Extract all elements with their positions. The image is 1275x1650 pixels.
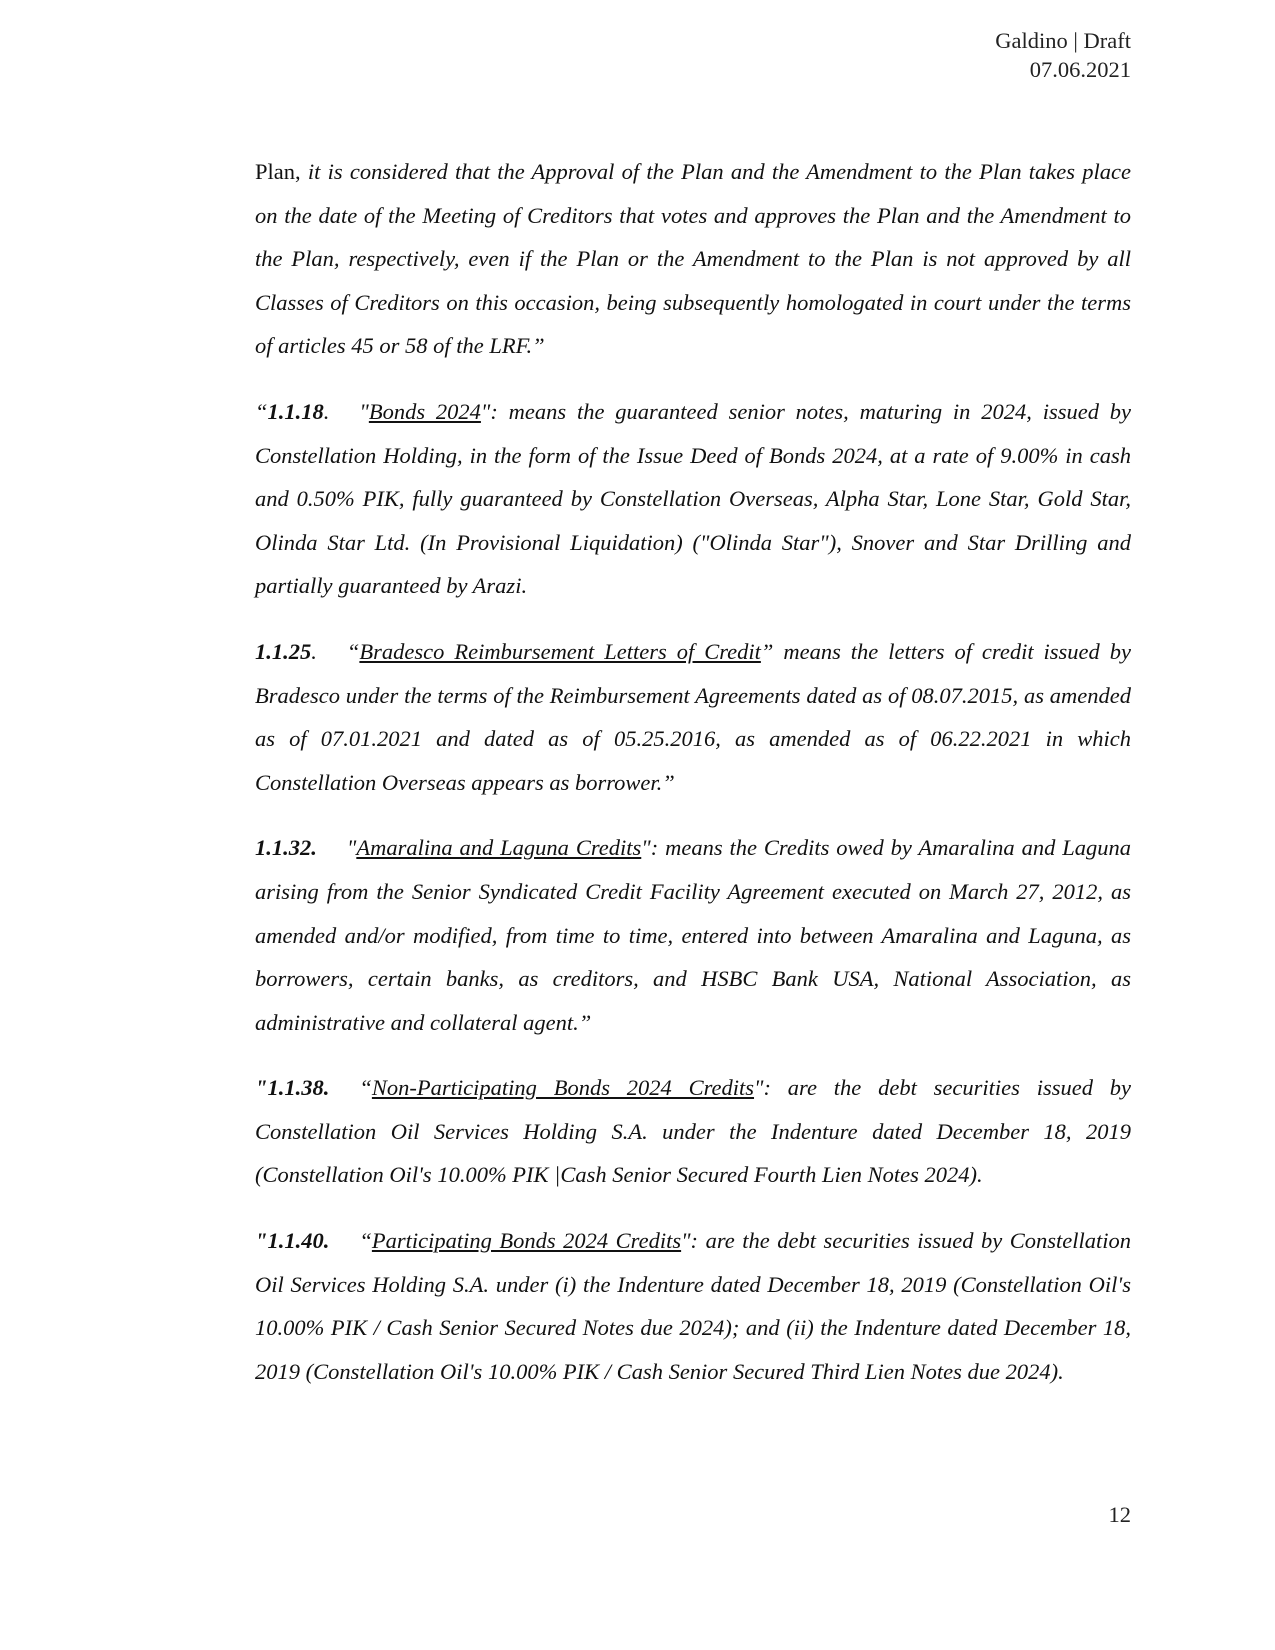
header-author-status: Galdino | Draft	[995, 28, 1131, 53]
clause-prefix: "	[255, 1075, 268, 1101]
clause-1-1-18	[255, 390, 1131, 608]
clause-term-open: “	[359, 1075, 372, 1101]
clause-number-suffix: .	[323, 398, 330, 424]
clause-text: ": means the guaranteed senior notes, maturing in 2024, issued by Constellation Holding, in the form of the Issue Deed of Bonds 2024, at a rate of 9.00% in cash and 0.50% PIK, fully guaranteed by Constellation Overseas, Alpha Star, Lone Star, Gold Star, Olinda Star Ltd. (In Provisional Liquidation) ("Olinda Star"), Snover and Star Drilling and partially guaranteed by Arazi.	[255, 398, 1132, 599]
clause-1-1-25	[255, 630, 1131, 804]
intro-paragraph	[255, 150, 1131, 368]
clause-1-1-32	[255, 826, 1131, 1044]
clause-defined-term: Non-Participating Bonds 2024 Credits	[371, 1075, 755, 1101]
clause-1-1-40	[255, 1219, 1131, 1393]
clause-prefix: "	[255, 1228, 268, 1254]
clause-number: 1.1.18	[267, 398, 324, 424]
document-header	[995, 26, 1131, 84]
clause-defined-term: Bonds 2024	[368, 398, 481, 424]
clause-text: ": are the debt securities issued by Constellation Oil Services Holding S.A. under (i) the Indenture dated December 18, 2019 (Constellation Oil's 10.00% PIK / Cash Senior Secured Notes due 2024); and (ii) the Indenture dated December 18, 2019 (Constellation Oil's 10.00% PIK / Cash Senior Secured Third Lien Notes due 2024).	[255, 1228, 1131, 1384]
clause-term-open: "	[346, 835, 357, 861]
clause-text: ": means the Credits owed by Amaralina and Laguna arising from the Senior Syndicated Credit Facility Agreement executed on March 27, 2012, as amended and/or modified, from time to time, entered into between Amaralina and Laguna, as borrowers, certain banks, as creditors, and HSBC Bank USA, National Association, as administrative and collateral agent.”	[255, 835, 1131, 1035]
clause-number: 1.1.38.	[267, 1075, 330, 1101]
clause-number: 1.1.32.	[255, 835, 317, 861]
clause-text: ” means the letters of credit issued by Bradesco under the terms of the Reimbursement Agreements dated as of 08.07.2015, as amended as of 07.01.2021 and dated as of 05.25.2016, as amended as of 06.22.2021 in which Constellation Overseas appears as borrower.”	[255, 638, 1131, 795]
clause-number: 1.1.40.	[267, 1228, 330, 1254]
clause-defined-term: Participating Bonds 2024 Credits	[371, 1228, 682, 1254]
clause-prefix: “	[255, 398, 268, 424]
clause-number-suffix: .	[311, 638, 317, 664]
header-date: 07.06.2021	[1029, 57, 1131, 82]
clause-term-open: “	[359, 1228, 372, 1254]
clause-term-open: “	[346, 638, 360, 664]
clause-term-open: "	[359, 398, 369, 424]
clause-defined-term: Amaralina and Laguna Credits	[356, 835, 642, 861]
document-body	[255, 150, 1131, 1415]
clause-1-1-38	[255, 1066, 1131, 1197]
intro-lead: Plan,	[255, 159, 301, 184]
page-number: 12	[1108, 1502, 1131, 1527]
intro-text: it is considered that the Approval of the Plan and the Amendment to the Plan takes place on the date of the Meeting of Creditors that votes and approves the Plan and the Amendment to the Plan, respectively, even if the Plan or the Amendment to the Plan is not approved by all Classes of Creditors on this occasion, being subsequently homologated in court under the terms of articles 45 or 58 of the LRF.”	[255, 159, 1131, 359]
clause-number: 1.1.25	[255, 638, 312, 664]
clause-text: ": are the debt securities issued by Constellation Oil Services Holding S.A. under the Indenture dated December 18, 2019 (Constellation Oil's 10.00% PIK |Cash Senior Secured Fourth Lien Notes 2024).	[255, 1075, 1132, 1188]
clause-defined-term: Bradesco Reimbursement Letters of Credit	[359, 638, 761, 664]
